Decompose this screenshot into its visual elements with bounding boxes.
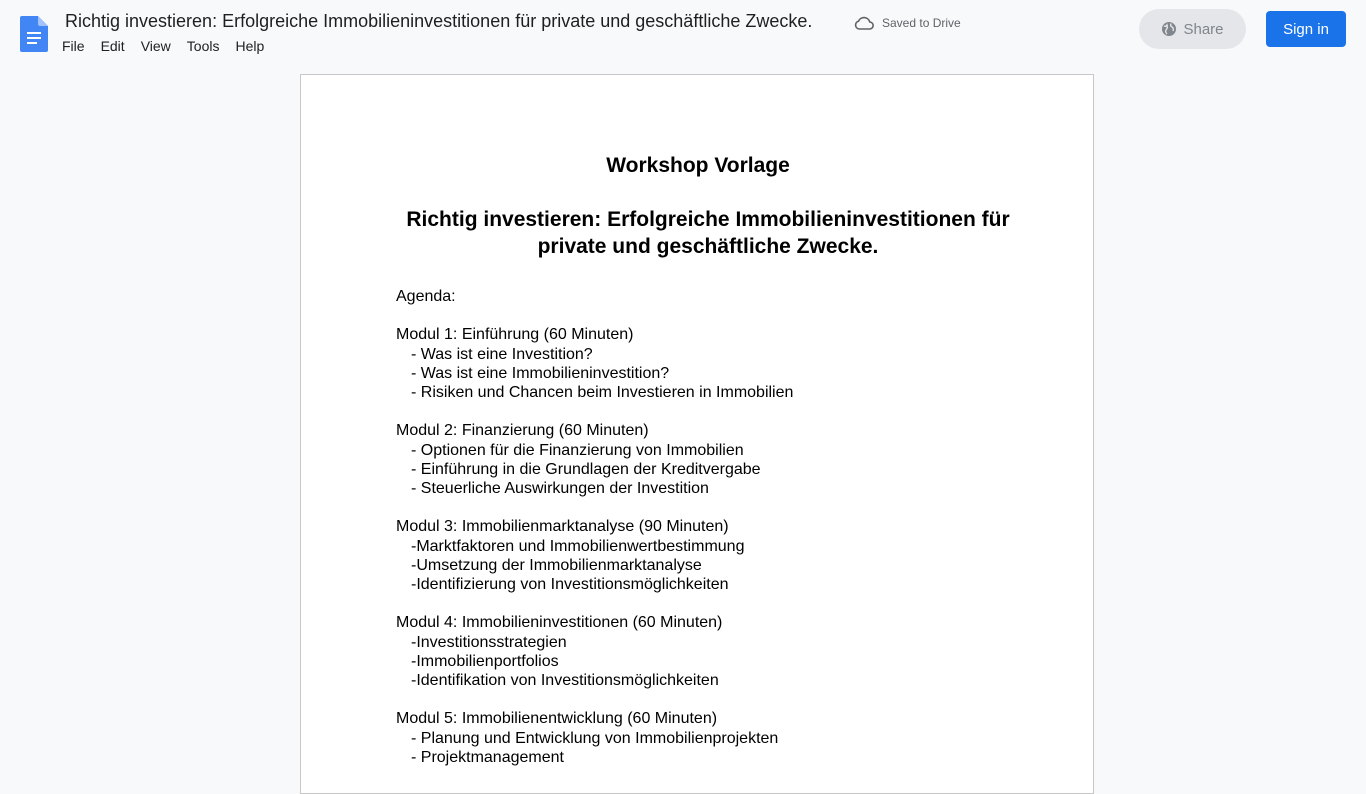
- document-body: [396, 287, 1016, 786]
- agenda-label: Agenda:: [396, 288, 456, 305]
- save-status[interactable]: [854, 13, 961, 33]
- module-5: [396, 709, 1016, 767]
- module-item: -Marktfaktoren und Immobilienwertbestimmung: [411, 537, 745, 555]
- menu-tools[interactable]: Tools: [186, 38, 220, 54]
- module-title: Modul 4: Immobilieninvestitionen (60 Minuten): [396, 614, 723, 632]
- share-button[interactable]: [1139, 9, 1246, 49]
- menu-bar: [54, 36, 272, 58]
- module-item: - Was ist eine Investition?: [411, 345, 593, 363]
- globe-icon: [1161, 21, 1177, 37]
- document-page[interactable]: [300, 74, 1094, 794]
- module-item: - Risiken und Chancen beim Investieren in Immobilien: [411, 384, 794, 401]
- module-item: - Projektmanagement: [411, 748, 564, 766]
- heading-title: Richtig investieren: Erfolgreiche Immobilieninvestitionen für private und geschäftliche Zwecke.: [406, 208, 1010, 258]
- menu-edit[interactable]: Edit: [100, 38, 125, 54]
- document-title[interactable]: Richtig investieren: Erfolgreiche Immobilieninvestitionen für private und geschäftliche Zwecke.: [65, 11, 813, 31]
- module-item: -Identifizierung von Investitionsmöglichkeiten: [411, 576, 729, 593]
- menu-help[interactable]: Help: [235, 38, 265, 54]
- module-item: -Identifikation von Investitionsmöglichkeiten: [411, 672, 719, 689]
- menu-file[interactable]: File: [62, 38, 85, 54]
- module-item: - Planung und Entwicklung von Immobilienprojekten: [411, 729, 779, 747]
- module-item: -Umsetzung der Immobilienmarktanalyse: [411, 556, 702, 574]
- save-status-label: Saved to Drive: [882, 16, 961, 30]
- module-title: Modul 5: Immobilienentwicklung (60 Minuten): [396, 710, 718, 728]
- module-title: Modul 3: Immobilienmarktanalyse (90 Minuten): [396, 518, 729, 536]
- module-item: -Investitionsstrategien: [411, 633, 567, 651]
- module-3: [396, 517, 1016, 594]
- docs-logo-icon[interactable]: [20, 16, 48, 52]
- cloud-done-icon: [854, 16, 874, 30]
- module-item: - Was ist eine Immobilieninvestition?: [411, 364, 670, 382]
- module-item: - Einführung in die Grundlagen der Kreditvergabe: [411, 460, 761, 478]
- module-title: Modul 2: Finanzierung (60 Minuten): [396, 422, 649, 440]
- module-item: - Steuerliche Auswirkungen der Investition: [411, 480, 709, 497]
- module-2: [396, 421, 1016, 498]
- heading-workshop: Workshop Vorlage: [606, 154, 790, 177]
- module-1: [396, 325, 1016, 402]
- module-item: - Optionen für die Finanzierung von Immobilien: [411, 441, 744, 459]
- module-title: Modul 1: Einführung (60 Minuten): [396, 326, 634, 344]
- module-4: [396, 613, 1016, 690]
- sign-in-button[interactable]: Sign in: [1266, 11, 1346, 47]
- menu-view[interactable]: View: [140, 38, 171, 54]
- module-item: -Immobilienportfolios: [411, 652, 559, 670]
- top-bar: [0, 0, 1366, 64]
- share-label: Share: [1183, 20, 1224, 38]
